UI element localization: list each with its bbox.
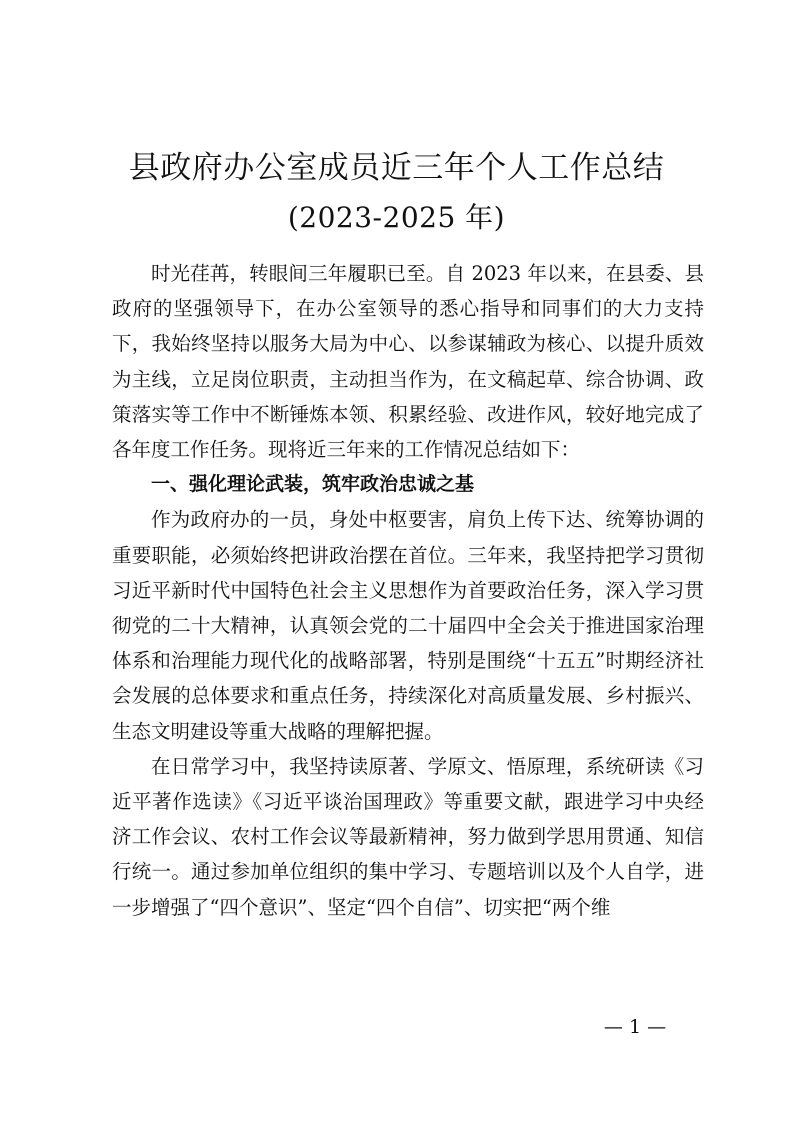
- body-paragraph: 在日常学习中，我坚持读原著、学原文、悟原理，系统研读《习近平著作选读》《习近平谈治国理政》等重要文献，跟进学习中央经济工作会议、农村工作会议等最新精神，努力做到学思用贯通、知信行统一。通过参加单位组织的集中学习、专题培训以及个人自学，进一步增强了“四个意识”、坚定“四个自信”、切实把“两个维: [112, 754, 704, 919]
- page-number: — 1 —: [603, 1016, 667, 1038]
- document-title: 县政府办公室成员近三年个人工作总结: [128, 150, 665, 186]
- document-subtitle: (2023-2025 年): [287, 201, 506, 234]
- document-body: [112, 256, 704, 925]
- intro-paragraph: 时光荏苒，转眼间三年履职已至。自 2023 年以来，在县委、县政府的坚强领导下，在办公室领导的悉心指导和同事们的大力支持下，我始终坚持以服务大局为中心、以参谋辅政为核心、以提升质效为主线，立足岗位职责，主动担当作为，在文稿起草、综合协调、政策落实等工作中不断锤炼本领、积累经验、改进作风，较好地完成了各年度工作任务。现将近三年来的工作情况总结如下：: [112, 262, 704, 462]
- body-paragraph: 作为政府办的一员，身处中枢要害，肩负上传下达、统筹协调的重要职能，必须始终把讲政治摆在首位。三年来，我坚持把学习贯彻习近平新时代中国特色社会主义思想作为首要政治任务，深入学习贯彻党的二十大精神，认真领会党的二十届四中全会关于推进国家治理体系和治理能力现代化的战略部署，特别是围绕“十五五”时期经济社会发展的总体要求和重点任务，持续深化对高质量发展、乡村振兴、生态文明建设等重大战略的理解把握。: [112, 508, 704, 743]
- section-heading: 一、强化理论武装，筑牢政治忠诚之基: [151, 473, 475, 496]
